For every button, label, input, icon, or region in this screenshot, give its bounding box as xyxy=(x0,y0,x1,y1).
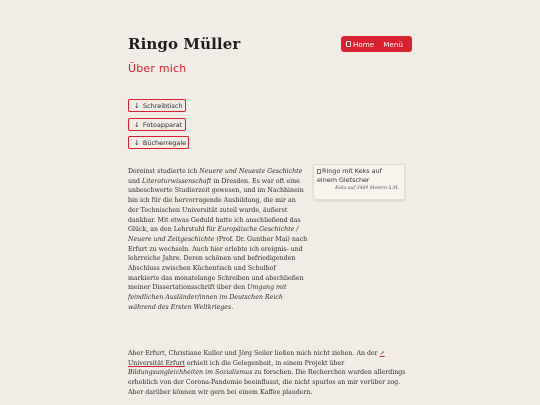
broken-image-icon xyxy=(317,169,321,174)
page-title: Über mich xyxy=(128,62,187,75)
menu-label: Menü xyxy=(383,39,403,49)
figure-alt-text: Ringo mit Keks auf einem Gletscher xyxy=(317,167,382,184)
emphasis: Bildungsungleichheiten im Sozialismus xyxy=(128,369,253,377)
bio-paragraph-1 xyxy=(128,167,308,313)
text-span: in Dresden. Es war oft eine unbeschwerte Studierzeit gewesen, und im Nachhinein bin ich für die hervorragende Ausbildung, die mir an der Technischen Universität zuteil wurde, äußerst dankbar. Mit etwas Geduld hatte ich anschließend das Glück, an den Lehrstuhl für xyxy=(128,177,304,234)
figure-caption: Keks auf 3489 Metern ü.M. xyxy=(335,186,399,191)
jump-link-schreibtisch[interactable] xyxy=(128,99,186,112)
text-span: . xyxy=(231,303,234,311)
home-image[interactable] xyxy=(346,40,374,49)
arrow-down-icon: ↓ xyxy=(134,138,140,147)
text-span: zu forschen. Die Recherchen wurden allerdings erheblich von der Corona-Pandemie beeinflusst, die nicht spurlos an mir vorüber zog. Aber darüber können wir gern bei einem Kaffee plaudern. xyxy=(128,369,406,396)
text-span: Dereinst studierte ich xyxy=(128,168,200,175)
arrow-down-icon: ↓ xyxy=(134,120,140,129)
external-link-icon: ↗ xyxy=(379,350,385,357)
bio-paragraph-2 xyxy=(128,349,415,398)
broken-image-icon xyxy=(346,41,351,47)
text-span: und xyxy=(128,177,143,185)
figure-image xyxy=(317,167,401,185)
link-text: Universität Erfurt xyxy=(128,359,185,367)
menu-button[interactable] xyxy=(341,36,412,52)
text-span: erhielt ich die Gelegenheit, in einem Projekt über xyxy=(184,359,345,367)
text-span: Aber Erfurt, Christiane Kuller und Jörg Seiler ließen mich nicht ziehen. An der xyxy=(128,350,380,357)
jump-link-buecherregale[interactable] xyxy=(128,136,189,149)
emphasis: Umgang mit feindlichen Ausländer/innen im Deutschen Reich während des Ersten Weltkrieges xyxy=(128,284,287,311)
emphasis: Europäische Geschichte / Neuere und Zeitgeschichte xyxy=(128,226,299,243)
arrow-down-icon: ↓ xyxy=(134,101,140,110)
site-title[interactable]: Ringo Müller xyxy=(128,35,241,53)
emphasis: Literaturwissenschaft xyxy=(142,177,212,185)
home-alt-text: Home xyxy=(353,39,375,49)
jump-link-label: Schreibtisch xyxy=(142,101,183,110)
text-span: (Prof. Dr. Gunther Mai) nach Erfurt zu wechseln. Auch hier erlebte ich ereignis- und lehrreiche Jahre. Deren schönen und befriedigenden Abschluss zwischen Küchentisch und Schulhof markierte das monatelange Schreiben und abschließen meiner Dissertationsschrift über den xyxy=(128,235,308,292)
profile-figure xyxy=(313,164,405,200)
emphasis: Neuere und Neueste Geschichte xyxy=(199,168,303,175)
jump-link-fotoapparat[interactable] xyxy=(128,118,186,131)
jump-link-label: Bücherregale xyxy=(142,138,187,147)
jump-link-label: Fotoapparat xyxy=(142,120,183,129)
